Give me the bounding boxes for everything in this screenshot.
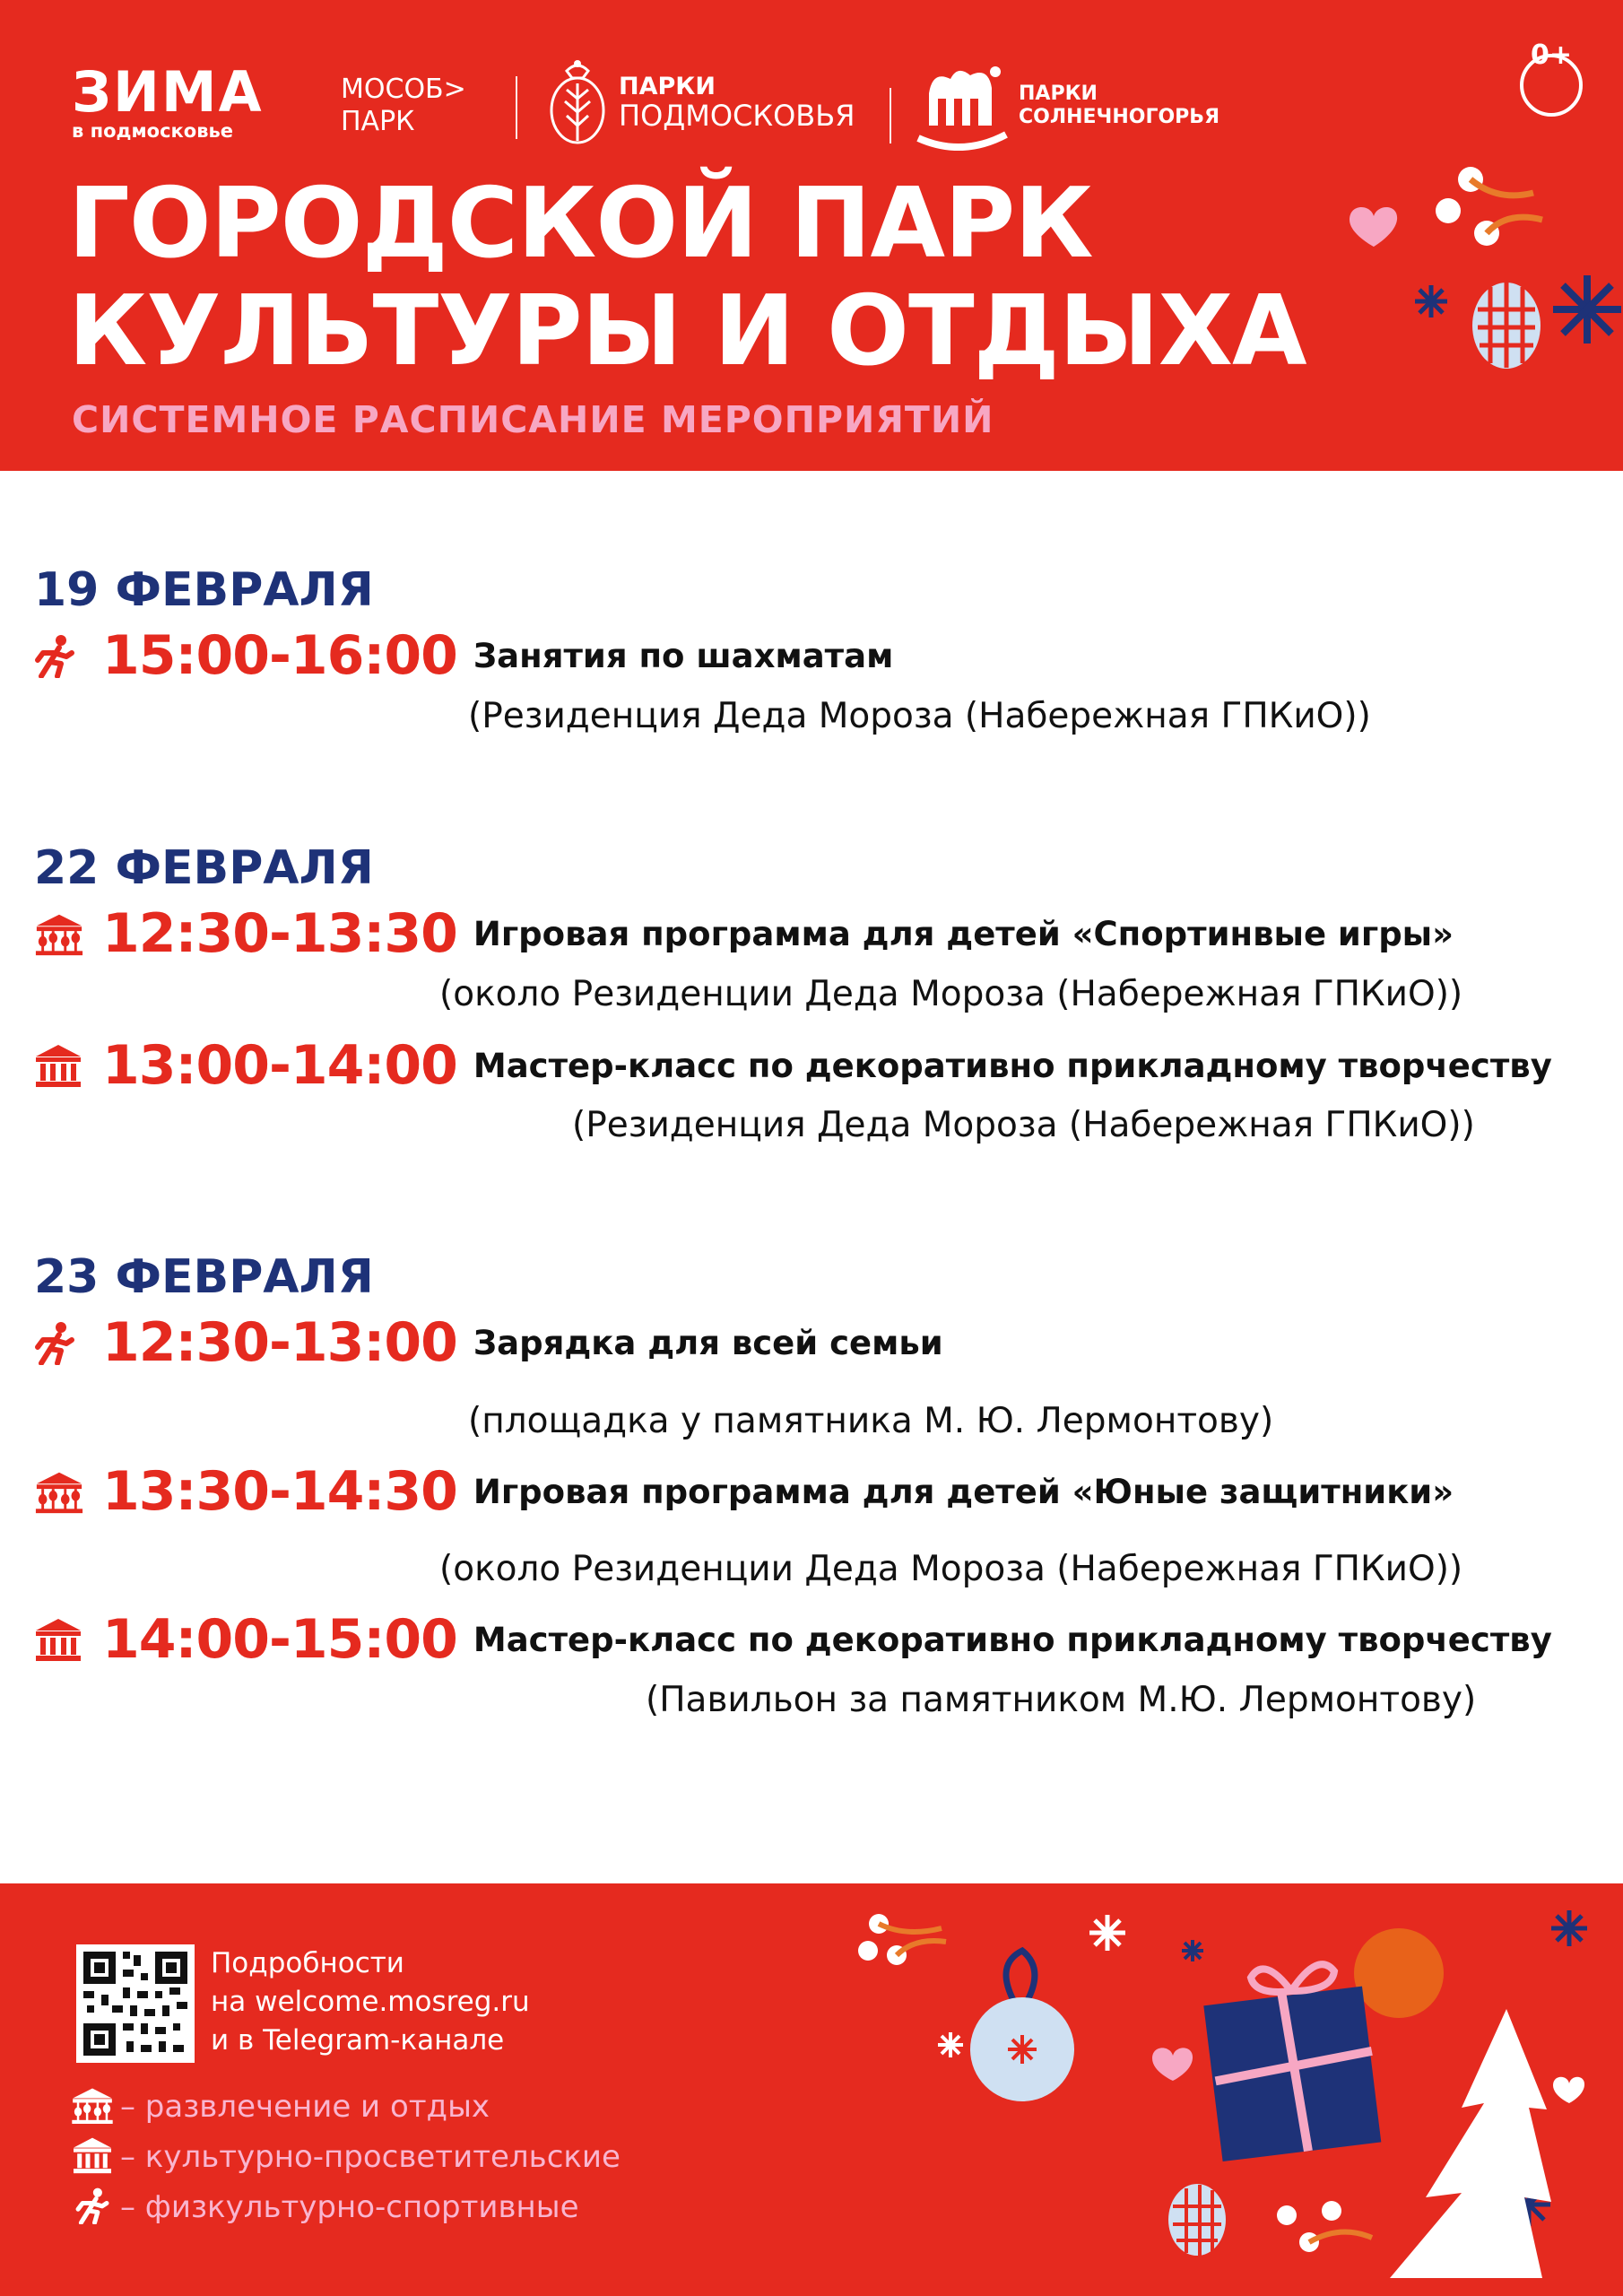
logo-solnech-line1: ПАРКИ <box>1019 83 1098 105</box>
event-name: Мастер-класс по декоративно прикладному творчеству <box>473 1046 1552 1085</box>
legend-label: – культурно-просветительские <box>120 2139 621 2175</box>
footer-info-line1: Подробности <box>211 1947 404 1979</box>
page-title <box>68 170 1306 386</box>
logo-zima-text: ЗИМА <box>72 59 264 125</box>
logo-zima-subtext: в подмосковье <box>72 120 234 142</box>
legend-item <box>70 2187 579 2228</box>
event-row <box>34 1311 943 1374</box>
logo-parki-solnechnogorya <box>915 61 1219 151</box>
footer-website-link[interactable]: на welcome.mosreg.ru <box>211 1986 530 2018</box>
event-time: 14:00-15:00 <box>102 1608 457 1671</box>
logo-mosoblpark <box>341 74 466 138</box>
event-place: (около Резиденции Деда Мороза (Набережная ГПКиО)) <box>439 974 1463 1014</box>
logo-parki-line1: ПАРКИ <box>619 73 716 100</box>
page-subtitle: СИСТЕМНОЕ РАСПИСАНИЕ МЕРОПРИЯТИЙ <box>72 398 994 441</box>
logo-divider <box>890 88 891 144</box>
event-time: 12:30-13:00 <box>102 1311 457 1374</box>
logo-mosobl-line1: МОСОБ> <box>341 74 466 105</box>
age-rating-badge <box>1520 39 1583 111</box>
legend-label: – физкультурно-спортивные <box>120 2189 579 2225</box>
museum-icon <box>34 1043 84 1088</box>
title-line-1: ГОРОДСКОЙ ПАРК <box>68 168 1093 280</box>
carousel-icon <box>34 1469 84 1514</box>
legend-label: – развлечение и отдых <box>120 2089 490 2125</box>
event-place: (Резиденция Деда Мороза (Набережная ГПКиО)) <box>468 696 1371 736</box>
event-place: (Резиденция Деда Мороза (Набережная ГПКиО)) <box>572 1105 1475 1145</box>
event-name: Занятия по шахматам <box>473 636 894 675</box>
event-time: 13:30-14:30 <box>102 1460 457 1523</box>
day-heading: 22 ФЕВРАЛЯ <box>34 841 374 895</box>
event-time: 15:00-16:00 <box>102 624 457 687</box>
event-place: (около Резиденции Деда Мороза (Набережная ГПКиО)) <box>439 1549 1463 1589</box>
day-heading: 23 ФЕВРАЛЯ <box>34 1250 374 1304</box>
event-place: (площадка у памятника М. Ю. Лермонтову) <box>468 1401 1274 1441</box>
event-row <box>34 1034 1552 1097</box>
event-time: 12:30-13:30 <box>102 902 457 965</box>
event-name: Игровая программа для детей «Спортинвые игры» <box>473 914 1454 953</box>
header-banner <box>0 0 1623 471</box>
logo-divider <box>516 76 517 139</box>
event-row <box>34 624 893 687</box>
day-heading: 19 ФЕВРАЛЯ <box>34 563 374 617</box>
christmas-decoration-icon <box>843 1901 1623 2296</box>
logo-parki-line2: ПОДМОСКОВЬЯ <box>619 99 855 133</box>
footer-info <box>211 1944 530 2060</box>
event-name: Игровая программа для детей «Юные защитники» <box>473 1472 1454 1511</box>
tree-leaf-icon <box>547 58 608 146</box>
title-line-2: КУЛЬТУРЫ И ОТДЫХА <box>68 275 1306 387</box>
footer-info-line3: и в Telegram-канале <box>211 2024 505 2057</box>
event-row <box>34 1608 1552 1671</box>
park-arch-icon <box>915 61 1010 151</box>
legend-item <box>70 2086 490 2127</box>
winter-decoration-icon <box>1327 157 1623 372</box>
runner-icon <box>70 2187 115 2228</box>
logo-mosobl-line2: ПАРК <box>341 106 415 137</box>
logo-zima <box>72 59 264 142</box>
legend-item <box>70 2136 621 2178</box>
event-place: (Павильон за памятником М.Ю. Лермонтову) <box>646 1680 1477 1720</box>
museum-icon <box>70 2136 115 2178</box>
runner-icon <box>34 1320 84 1365</box>
event-time: 13:00-14:00 <box>102 1034 457 1097</box>
carousel-icon <box>34 911 84 956</box>
carousel-icon <box>70 2086 115 2127</box>
event-name: Зарядка для всей семьи <box>473 1323 943 1362</box>
event-row <box>34 1460 1454 1523</box>
age-rating-text: 0+ <box>1531 39 1573 71</box>
runner-icon <box>34 633 84 678</box>
logo-solnech-line2: СОЛНЕЧНОГОРЬЯ <box>1019 106 1220 128</box>
event-row <box>34 902 1454 965</box>
museum-icon <box>34 1617 84 1662</box>
logo-parki-podmoskovya <box>547 58 855 146</box>
event-name: Мастер-класс по декоративно прикладному творчеству <box>473 1620 1552 1659</box>
qr-code[interactable] <box>76 1944 195 2063</box>
